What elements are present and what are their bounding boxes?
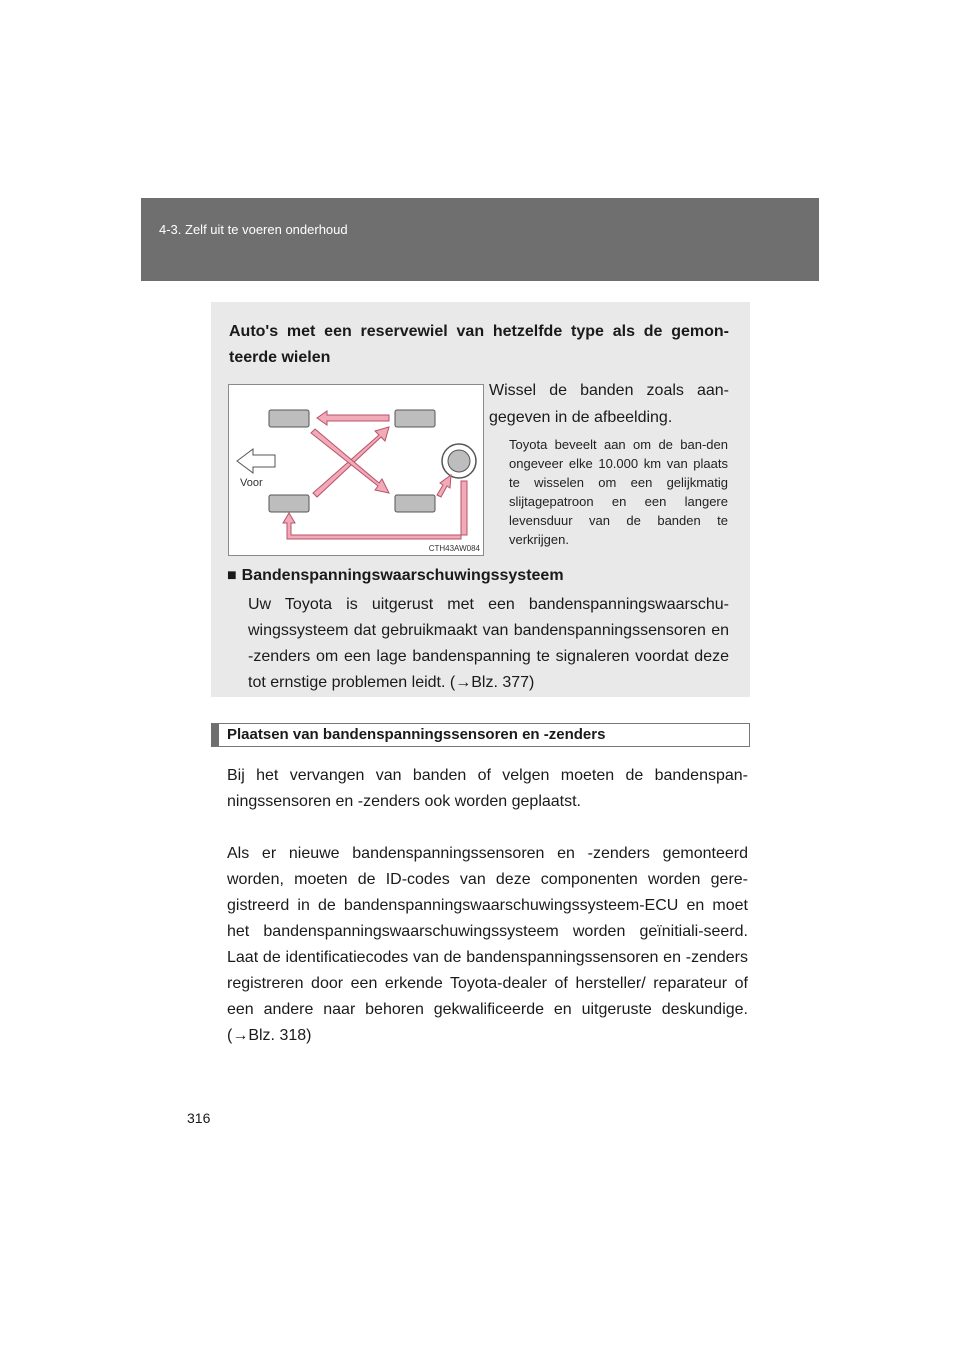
front-label: Voor	[240, 477, 263, 489]
tire-front-right	[395, 410, 435, 427]
bullet-heading-text: Bandenspanningswaarschuwingssysteem	[241, 567, 564, 584]
front-direction-icon	[237, 449, 275, 473]
tire-rotation-diagram	[229, 385, 483, 555]
tire-rear-right	[395, 495, 435, 512]
section-header: 4-3. Zelf uit te voeren onderhoud	[159, 222, 348, 237]
bullet-body: Uw Toyota is uitgerust met een bandenspanningswaarschu-wingssysteem dat gebruikmaakt van bandenspanningssensoren en -zenders om een lage bandenspanning te signaleren voordat deze tot ernstige problemen leidt. (→Blz. 377)	[248, 596, 729, 691]
section-heading: Plaatsen van bandenspanningssensoren en -zenders	[211, 723, 750, 747]
bullet-heading	[227, 567, 732, 585]
square-bullet-icon: ■	[227, 567, 237, 584]
paragraph-2: Als er nieuwe bandenspanningssensoren en -zenders gemonteerd worden, moeten de ID-codes van deze componenten worden gere-gistreerd in de bandenspanningswaarschuwingssysteem-ECU en moet het bandenspanningswaarschuwingssysteem worden geïnitiali-seerd. Laat de identificatiecodes van de bandenspanningssensoren en -zenders registreren door een erkende Toyota-dealer of hersteller/ reparateur of een andere naar behoren gekwalificeerde en uitgeruste deskundige. (→Blz. 318)	[227, 845, 748, 1044]
rotation-instruction: Wissel de banden zoals aan-gegeven in de afbeelding.	[489, 382, 729, 426]
box-title-line1: Auto's met een reservewiel van hetzelfde type als de gemon-	[229, 323, 729, 340]
rotation-arrow-fr-to-fl	[317, 411, 389, 425]
header-band	[141, 198, 819, 281]
page-number: 316	[187, 1110, 211, 1126]
tire-rear-left	[269, 495, 309, 512]
info-box	[211, 302, 750, 697]
rotation-note: Toyota beveelt aan om de ban-den ongeveer elke 10.000 km van plaats te wisselen om een gelijkmatig slijtagepatroon en een langere levensduur van de banden te verkrijgen.	[509, 437, 728, 547]
figure-code: CTH43AW084	[428, 544, 480, 553]
box-title-line2: teerde wielen	[229, 349, 331, 366]
rotation-arrow-rr-to-spare	[437, 475, 451, 497]
tire-front-left	[269, 410, 309, 427]
tire-rotation-figure	[228, 384, 484, 556]
paragraph-1: Bij het vervangen van banden of velgen moeten de bandenspan-ningssensoren en -zenders ook worden geplaatst.	[227, 767, 748, 810]
box-title	[229, 319, 729, 371]
spare-tire-inner	[448, 450, 470, 472]
